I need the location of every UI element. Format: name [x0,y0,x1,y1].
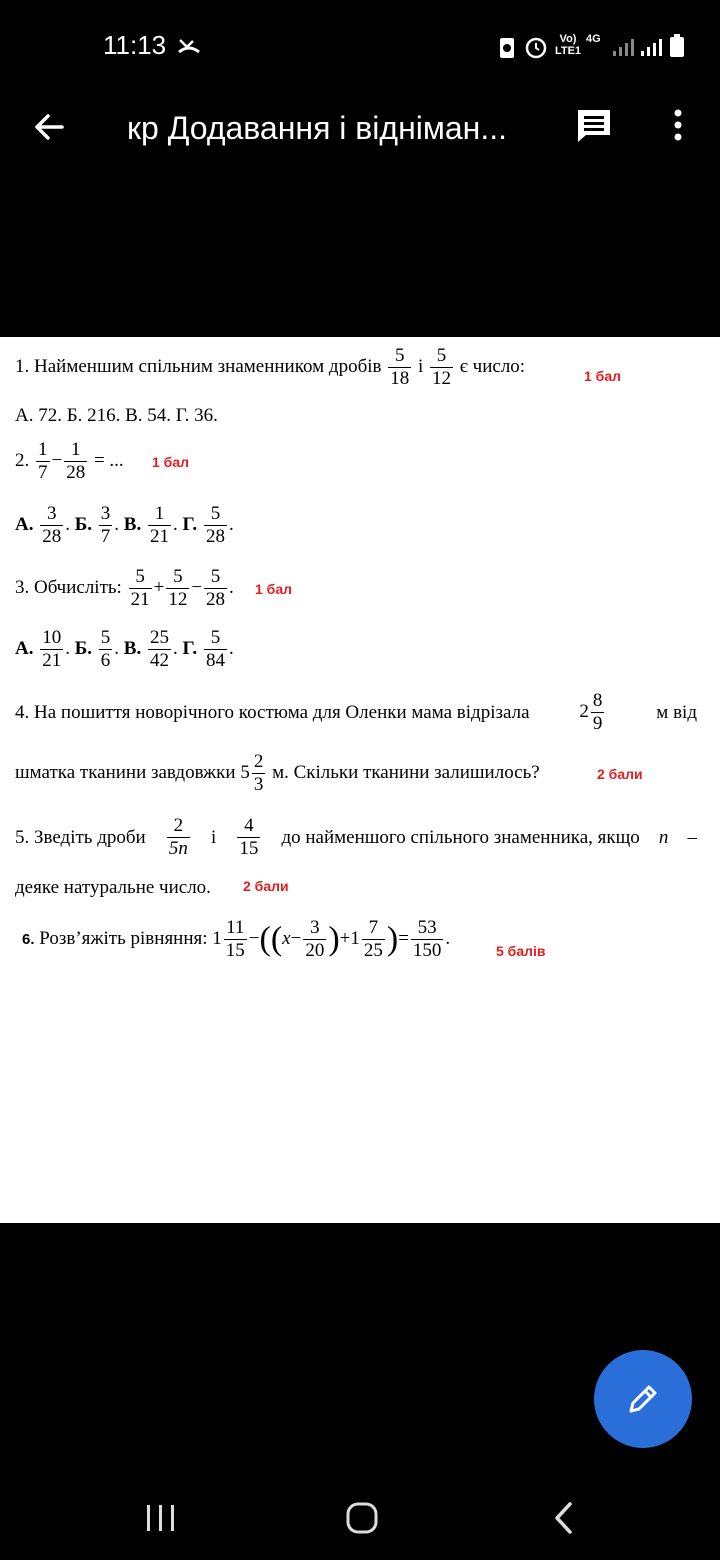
back-arrow-icon[interactable] [32,111,66,143]
more-options-icon[interactable] [672,109,684,143]
comment-icon[interactable] [575,107,613,145]
question-2 [15,439,124,484]
q3-text: 3. Обчисліть: [15,576,122,598]
status-time: 11:13 [103,30,167,60]
question-4-line-1: 4. На пошиття новорічного костюма для Оленки мама відрізала 2 $\frac{8}{9}$ м від [15,690,697,734]
system-nav-bar [0,1470,720,1560]
q2-number: 2. [15,449,30,471]
q6-points: 5 балів [496,943,546,959]
data-saver-icon [498,35,516,59]
q4-line1: 4. На пошиття новорічного костюма для Оленки мама відрізала [15,701,530,723]
question-3: 3. Обчисліть: $\frac{5}{21}$ + $\frac{5}{12}$ − $\frac{5}{28}$ . [15,566,234,610]
q1-fraction-2: $\frac{5}{12}$ [432,345,452,389]
signal-icon [612,38,634,56]
signal-icon-2 [640,38,662,56]
network-type: Vo) LTE1 [554,33,582,57]
question-4-line-2: шматка тканини завдовжки 5 $\frac{2}{3}$ м. Скільки тканини залишилось? [15,751,540,795]
battery-icon [669,34,685,58]
q2-fraction-1: $\frac{1}{7}$ [38,439,48,483]
q2-op: − [51,449,63,471]
q2-tail: = ... [93,449,124,471]
answers-2: А. $\frac{3}{28}$ . Б. $\frac{3}{7}$ . В. $\frac{1}{21}$ . Г. $\frac{5}{28}$ . [15,503,234,547]
alarm-icon [524,35,548,59]
q4-points: 2 бали [597,766,643,782]
q1-points: 1 бал [584,368,622,384]
q1-tail: є число: [459,355,526,377]
status-bar [0,0,720,95]
document-page [0,337,720,1223]
missed-call-icon [177,36,201,56]
question-5-line-2: деяке натуральне число. [15,877,211,898]
edit-button[interactable] [594,1350,692,1448]
q5-points: 2 бали [243,878,289,894]
answers-3: А. $\frac{10}{21}$ . Б. $\frac{5}{6}$ . В. $\frac{25}{42}$ . Г. $\frac{5}{84}$ . [15,627,234,671]
q3-points: 1 бал [255,581,293,597]
q4-unit1: м від [656,701,697,723]
back-icon[interactable] [552,1501,574,1535]
document-title: кр Додавання і відніман... [127,110,507,146]
q1-fraction-1: $\frac{5}{18}$ [390,345,410,389]
network-4g: 4G [586,33,601,45]
question-1 [15,345,525,390]
q2-fraction-2: $\frac{1}{28}$ [66,439,86,483]
recent-apps-icon[interactable] [145,1503,177,1533]
q2-points: 1 бал [152,454,190,470]
answers-1: А. 72. Б. 216. В. 54. Г. 36. [15,405,218,426]
pencil-icon [625,1381,661,1417]
question-6: 6. Розв’яжіть рівняння: 1 $\frac{11}{15}$ −((x− $\frac{3}{20}$ )+1 $\frac{7}{25}$ )= $\frac{53}{150}$ . [22,917,451,961]
q1-text: 1. Найменшим спільним знаменником дробів [15,355,382,377]
question-5-line-1: 5. Зведіть дроби $\frac{2}{5n}$ і $\frac{4}{15}$ до найменшого спільного знаменника, якщо n – [15,815,697,859]
home-icon[interactable] [345,1501,379,1535]
q1-conj: і [417,355,424,377]
